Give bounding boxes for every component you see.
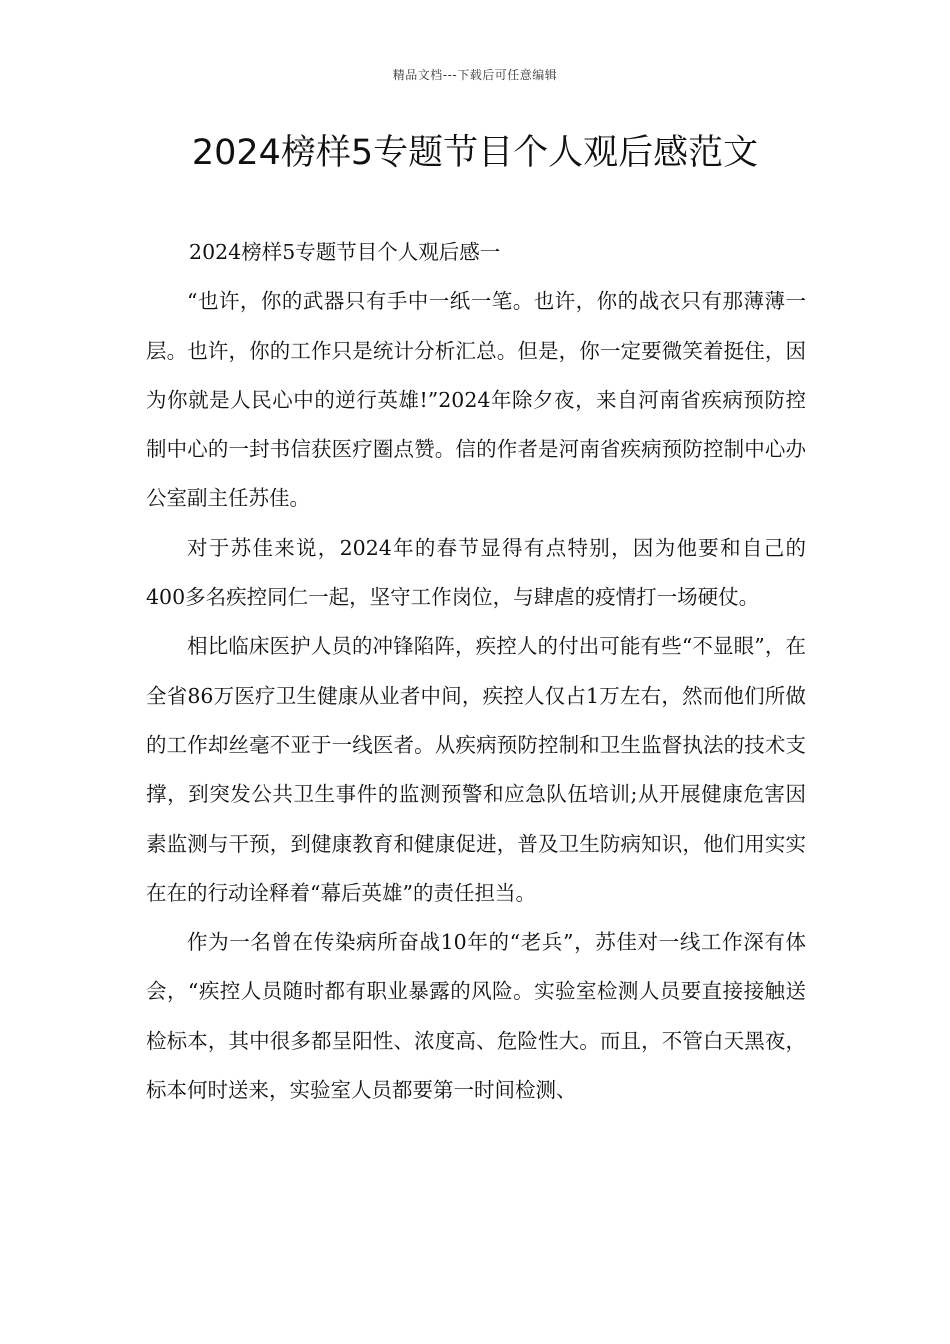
paragraph-1: “也许，你的武器只有手中一纸一笔。也许，你的战衣只有那薄薄一层。也许，你的工作只是统计分析汇总。但是，你一定要微笑着挺住，因为你就是人民心中的逆行英雄!”2024年除夕夜，来自河南省疾病预防控制中心的一封书信获医疗圈点赞。信的作者是河南省疾病预防控制中心办公室副主任苏佳。 xyxy=(146,289,806,511)
paragraph-2: 对于苏佳来说，2024年的春节显得有点特别，因为他要和自己的400多名疾控同仁一起，坚守工作岗位，与肆虐的疫情打一场硬仗。 xyxy=(146,535,806,610)
document-body xyxy=(146,228,806,1115)
paragraph-3: 相比临床医护人员的冲锋陷阵，疾控人的付出可能有些“不显眼”，在全省86万医疗卫生健康从业者中间，疾控人仅占1万左右，然而他们所做的工作却丝毫不亚于一线医者。从疾病预防控制和卫生监督执法的技术支撑，到突发公共卫生事件的监测预警和应急队伍培训;从开展健康危害因素监测与干预，到健康教育和健康促进，普及卫生防病知识，他们用实实在在的行动诠释着“幕后英雄”的责任担当。 xyxy=(146,634,806,905)
paragraph-4: 作为一名曾在传染病所奋战10年的“老兵”，苏佳对一线工作深有体会，“疾控人员随时都有职业暴露的风险。实验室检测人员要直接接触送检标本，其中很多都呈阳性、浓度高、危险性大。而且，不管白天黑夜，标本何时送来，实验室人员都要第一时间检测、 xyxy=(146,930,806,1103)
section-subtitle: 2024榜样5专题节目个人观后感一 xyxy=(189,240,501,264)
document-title: 2024榜样5专题节目个人观后感范文 xyxy=(191,133,759,173)
header-note: 精品文档---下载后可任意编辑 xyxy=(392,68,558,82)
